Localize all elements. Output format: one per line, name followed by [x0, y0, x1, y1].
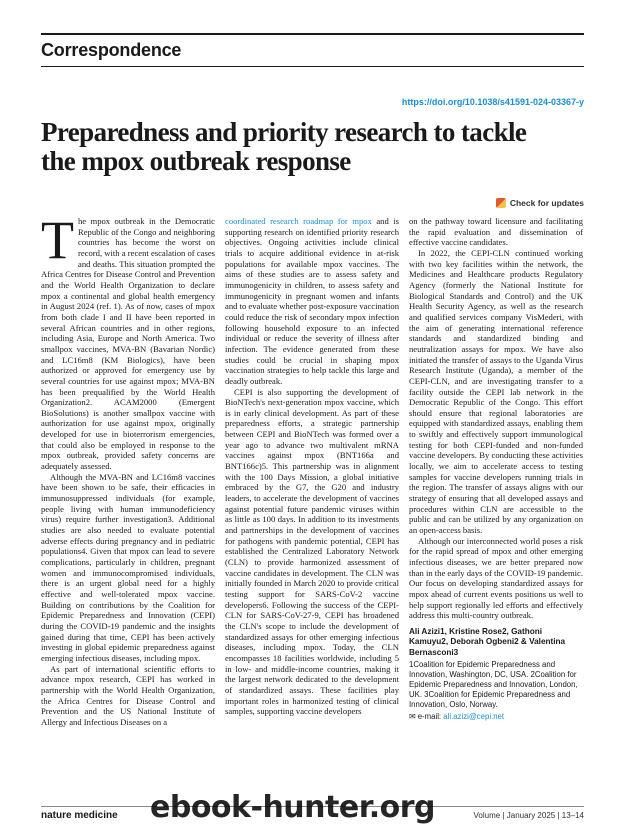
section-label: Correspondence	[41, 40, 182, 60]
paragraph: coordinated research roadmap for mpox and is supporting research on identified priority research objectives. Ongoing activities include clinical trials to acquire additional evidence in at-risk populations for available mpox vaccines. The aims of these studies are to assess safety and immunogenicity in children, to assess safety and immunogenicity in pregnant women and infants and to evaluate whether post-exposure vaccination could reduce the risk of secondary mpox infection following household exposure to an infected individual or reduce the severity of illness after infection. The evidence generated from these studies could be crucial in shaping mpox vaccination strategies to help tackle this large and deadly outbreak.	[225, 216, 399, 386]
research-roadmap-link[interactable]: coordinated research roadmap for mpox	[225, 216, 372, 226]
footer-rule	[41, 806, 584, 807]
paragraph: Although our interconnected world poses a risk for the rapid spread of mpox and other emerging infectious diseases, we are better prepared now than in the early days of the COVID-19 pandemic. Our focus on developing standardized assays for mpox ahead of current events positions us well to help support regionally led efforts and effectively address this multi-country outbreak.	[409, 535, 583, 621]
watermark: ebook-hunter.org	[150, 790, 435, 824]
paragraph: The mpox outbreak in the Democratic Republic of the Congo and neighboring countries has become the worst on record, with a recent escalation of cases and deaths. This situation prompted the Africa Centres for Disease Control and Prevention and the World Health Organization to declare mpox a continental and global health emergency in August 2024 (ref. 1). As of now, cases of mpox from both clade I and II have been reported in several African countries and in other regions, including Asia, Europe and North America. Two smallpox vaccines, MVA-BN (Bavarian Nordic) and LC16m8 (KM Biologics), have been authorized or approved for emergency use by several countries for use against mpox; MVA-BN has been prequalified by the World Health Organization2. ACAM2000 (Emergent BioSolutions) is another smallpox vaccine with authorization for use against mpox, originally developed for use in bioterrorism emergencies, that could also be employed in response to the mpox outbreak, provided safety concerns are adequately assessed.	[41, 216, 215, 472]
affiliations: 1Coalition for Epidemic Preparedness and Innovation, Washington, DC, USA. 2Coalition for Epidemic Preparedness and Innovation, London, UK. 3Coalition for Epidemic Preparedness and Innovation, Oslo, Norway.	[409, 660, 578, 710]
top-rule	[41, 33, 584, 35]
article-body	[41, 216, 584, 804]
paragraph: CEPI is also supporting the development of BioNTech's next-generation mpox vaccine, which is in early clinical development. As part of these preparedness efforts, a strategic partnership between CEPI and BioNTech was formed over a year ago to advance two multivalent mRNA vaccines against mpox (BNT166a and BNT166c)5. This partnership was in alignment with the 100 Days Mission, a global initiative embraced by the G7, the G20 and industry leaders, to accelerate the development of vaccines against potential future pandemic viruses within as little as 100 days. In addition to its investments and partnerships in the development of vaccines for pathogens with pandemic potential, CEPI has established the Centralized Laboratory Network (CLN) to provide harmonized assessment of vaccine candidates in development. The CLN was initially founded in March 2020 to provide critical testing support for SARS-CoV-2 vaccine developers6. Following the success of the CEPI-CLN for SARS-CoV-27-9, CEPI has broadened the CLN's scope to include the development of standardized assays for other emerging infectious diseases, including mpox. Today, the CLN encompasses 18 facilities worldwide, including 5 in low- and middle-income countries, making it the largest network dedicated to the development of standardized assays. These facilities play important roles in harmonized testing of clinical samples, supporting vaccine developers	[225, 386, 399, 717]
correspondence-email: ✉ e-mail: ali.azizi@cepi.net	[409, 712, 505, 722]
drop-cap: T	[41, 216, 74, 270]
check-for-updates-label: Check for updates	[509, 198, 584, 208]
column-1	[41, 216, 215, 804]
volume-info: Volume | January 2025 | 13–14	[473, 811, 584, 820]
column-3	[409, 216, 583, 804]
check-for-updates-button[interactable]	[496, 198, 584, 208]
paragraph: In 2022, the CEPI-CLN continued working with two key facilities within the network, the Medicines and Healthcare products Regulatory Agency (formerly the National Institute for Biological Standards and Control) and the UK Health Security Agency, as well as the research and qualified services company VisMederi, with the aim of generating international reference standards and standardized binding and neutralization assays for mpox. We have also initiated the transfer of assays to the Uganda Virus Research Institute (Uganda), a member of the CEPI-CLN, and are investigating transfer to a facility outside the CEPI lab network in the Democratic Republic of the Congo. This effort should ensure that regional laboratories are equipped with standardized assays, enabling them to swiftly and effectively support immunological testing for both CEPI-funded and non-funded vaccine developers. By conducting these activities locally, we aim to accelerate access to testing samples for vaccine developers running trials in the region. The transfer of assays aligns with our strategy of ensuring that all developed assays and procedures within CLN are accessible to the public and can be utilized by any organization on an open-access basis.	[409, 247, 583, 536]
author-list: Ali Azizi1, Kristine Rose2, Gathoni Kamuyu2, Deborah Ogbeni2 & Valentina Bernasconi3	[409, 626, 566, 657]
column-2	[225, 216, 399, 804]
doi-link[interactable]: https://doi.org/10.1038/s41591-024-03367-y	[401, 97, 584, 107]
journal-name: nature medicine	[41, 810, 118, 821]
article-title: Preparedness and priority research to tackle the mpox outbreak response	[41, 117, 527, 176]
paragraph: As part of international scientific efforts to advance mpox research, CEPI has worked in partnership with the World Health Organization, the Africa Centres for Disease Control and Prevention and the US National Institute of Allergy and Infectious Diseases on a	[41, 663, 215, 727]
crossmark-icon	[496, 198, 506, 208]
email-link[interactable]: ali.azizi@cepi.net	[443, 712, 505, 722]
paragraph: on the pathway toward licensure and facilitating the rapid evaluation and dissemination of effective vaccine candidates.	[409, 216, 583, 248]
section-rule	[41, 66, 584, 67]
paragraph: Although the MVA-BN and LC16m8 vaccines have been shown to be safe, their efficacies in immunosuppressed individuals (for example, people living with human immunodeficiency virus) require further investigation3. Additional studies are also needed to evaluate potential adverse effects during pregnancy and in pediatric populations4. Given that mpox can lead to severe complications, particularly in children, pregnant women and immunocompromised individuals, there is an urgent global need for a highly effective and well-tolerated mpox vaccine. Building on contributions by the Coalition for Epidemic Preparedness and Innovation (CEPI) during the COVID-19 pandemic and the insights gained during that time, CEPI has been actively investing in global epidemic preparedness against emerging infectious diseases, including mpox.	[41, 471, 215, 663]
mail-icon: ✉	[409, 712, 418, 722]
